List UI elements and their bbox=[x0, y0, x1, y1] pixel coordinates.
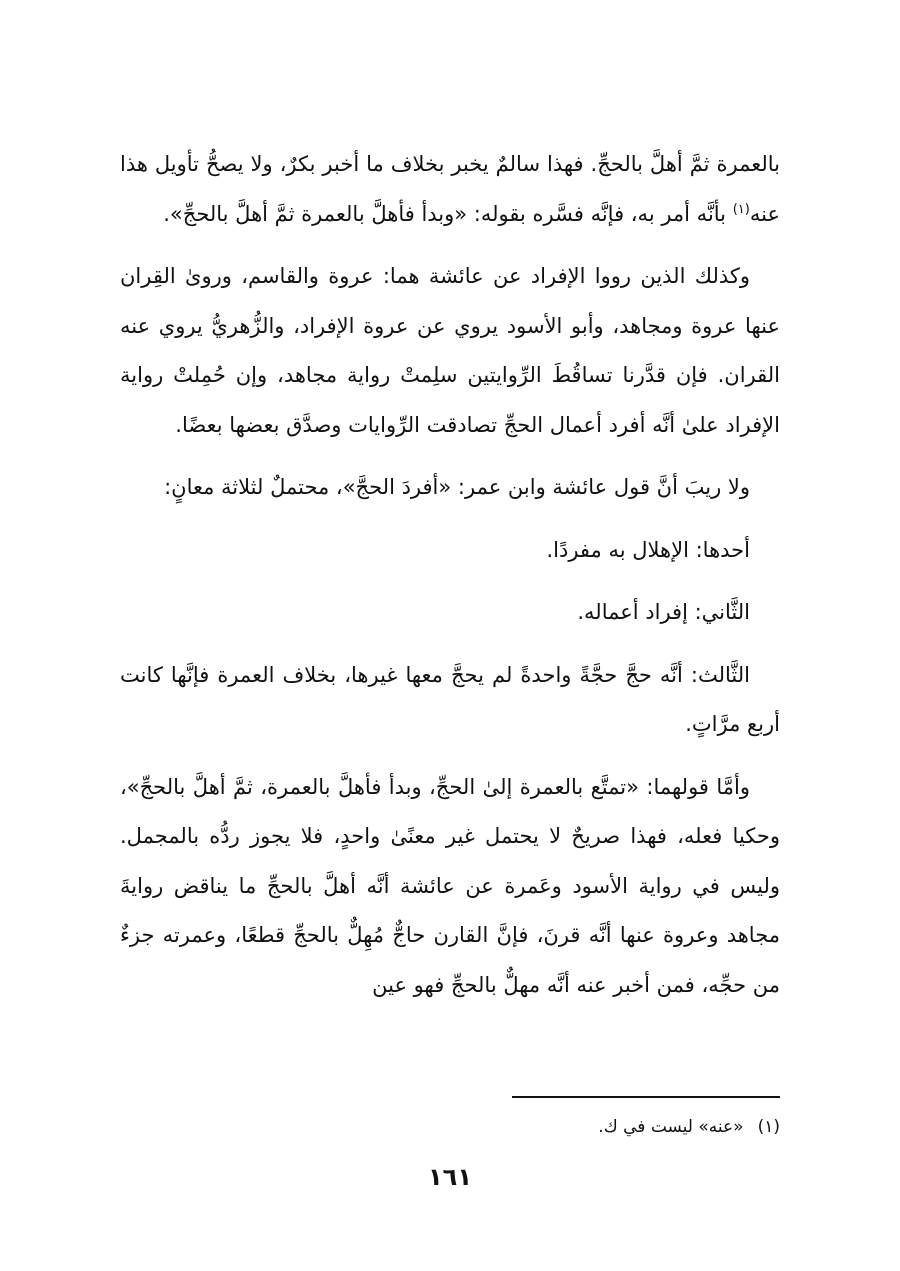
footnote bbox=[120, 1112, 780, 1142]
paragraph-1-text-b: بأنَّه أمر به، فإنَّه فسَّره بقوله: «وبدأ فأهلَّ بالعمرة ثمَّ أهلَّ بالحجِّ». bbox=[163, 201, 733, 226]
list-item-second-meaning: الثَّاني: إفراد أعماله. bbox=[577, 600, 750, 624]
main-text-block bbox=[120, 140, 780, 1023]
list-item-third-meaning: الثَّالث: أنَّه حجَّ حجَّةً واحدةً لم يحجَّ معها غيرها، بخلاف العمرة فإنَّها كانت أربع مرَّاتٍ. bbox=[120, 662, 780, 736]
footnote-text: «عنه» ليست في ك. bbox=[598, 1117, 744, 1137]
paragraph-1 bbox=[120, 140, 780, 239]
paragraph-3: ولا ريبَ أنَّ قول عائشة وابن عمر: «أفردَ الحجَّ»، محتملٌ لثلاثة معانٍ: bbox=[164, 475, 750, 499]
list-item-first-meaning: أحدها: الإهلال به مفردًا. bbox=[546, 537, 750, 562]
paragraph-4: وأمَّا قولهما: «تمتَّع بالعمرة إلىٰ الحجِّ، وبدأ فأهلَّ بالعمرة، ثمَّ أهلَّ بالحجِّ»، وحكيا فعله، فهذا صريحٌ لا يحتمل غير معنًىٰ واحدٍ، فلا يجوز ردُّه بالمجمل. وليس في رواية الأسود وعَمرة عن عائشة أنَّه أهلَّ بالحجِّ ما يناقض روايةَ مجاهد وعروة عنها أنَّه قرنَ، فإنَّ القارن حاجٌّ مُهِلٌّ بالحجِّ قطعًا، وعمرته جزءٌ من حجِّه، فمن أخبر عنه أنَّه مهلٌّ بالحجِّ فهو عين bbox=[120, 774, 780, 997]
paragraph-1-text-a: بالعمرة ثمَّ أهلَّ بالحجِّ. فهذا سالمٌ يخبر بخلاف ما أخبر بكرٌ، ولا يصحُّ تأويل هذا عنه bbox=[120, 152, 780, 226]
footnote-marker: (١) bbox=[757, 1117, 780, 1137]
page-number: ١٦١ bbox=[428, 1163, 472, 1191]
paragraph-2: وكذلك الذين رووا الإفراد عن عائشة هما: عروة والقاسم، وروىٰ القِران عنها عروة ومجاهد، وأبو الأسود يروي عن عروة الإفراد، والزُّهريُّ يروي عنه القران. فإن قدَّرنا تساقُطَ الرِّوايتين سلِمتْ رواية مجاهد، وإن حُمِلتْ رواية الإفراد علىٰ أنَّه أفرد أعمال الحجِّ تصادقت الرِّوايات وصدَّق بعضها بعضًا. bbox=[120, 264, 780, 437]
footnote-reference: (١) bbox=[732, 201, 750, 217]
footnote-separator bbox=[512, 1096, 780, 1098]
